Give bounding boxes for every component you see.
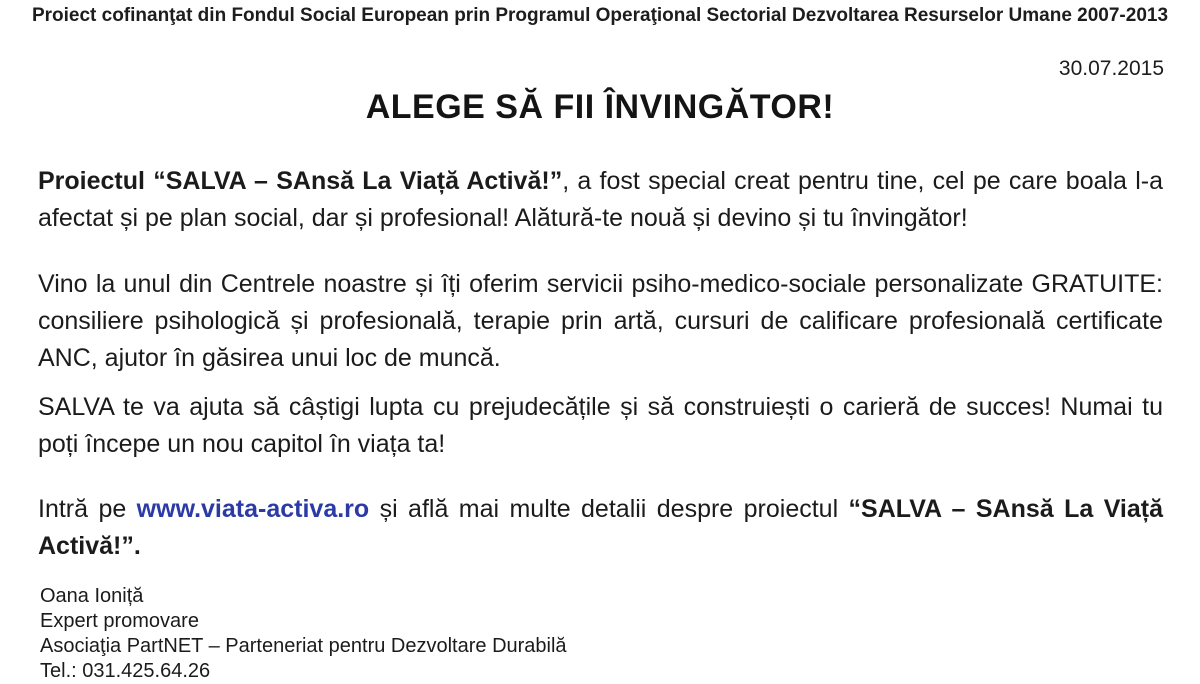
text-segment: “SALVA – SAnsă La Viață Activă!”. (38, 495, 1163, 560)
text-segment: Vino la unul din Centrele noastre și îți oferim servicii psiho-medico-sociale personalizate GRATUITE: consiliere psihologică și profesională, terapie prin artă, cursuri de calificare profesională certificate ANC, ajutor în găsirea unui loc de muncă. (38, 270, 1163, 372)
text-segment: Intră pe (38, 495, 137, 523)
paragraph-website (38, 491, 1163, 565)
contact-role: Expert promovare (40, 610, 199, 632)
text-segment: SALVA te va ajuta să câștigi lupta cu prejudecățile și să construiești o carieră de succes! Numai tu poți începe un nou capitol în viața ta! (38, 393, 1163, 458)
website-link[interactable]: www.viata-activa.ro (136, 495, 370, 523)
paragraph-intro (38, 163, 1163, 237)
signature-block (40, 584, 567, 684)
paragraph-services (38, 266, 1163, 377)
text-segment: Proiectul “SALVA – SAnsă La Viață Activă!” (38, 167, 563, 195)
document-date: 30.07.2015 (1058, 57, 1164, 80)
contact-phone: Tel.: 031.425.64.26 (40, 660, 211, 682)
paragraph-motivation (38, 389, 1163, 463)
text-segment: și află mai multe detalii despre proiectul (369, 495, 849, 523)
document-title: ALEGE SĂ FII ÎNVINGĂTOR! (365, 88, 835, 126)
text-segment: , a fost special creat pentru tine, cel pe care boala l-a afectat și pe plan social, dar și profesional! Alătură-te nouă și devino și tu învingător! (38, 167, 1163, 232)
contact-organization: Asociaţia PartNET – Parteneriat pentru Dezvoltare Durabilă (40, 635, 567, 657)
contact-name: Oana Ioniță (40, 585, 144, 607)
funding-header: Proiect cofinanţat din Fondul Social European prin Programul Operaţional Sectorial Dezvoltarea Resurselor Umane 2007-2013 (31, 5, 1169, 26)
